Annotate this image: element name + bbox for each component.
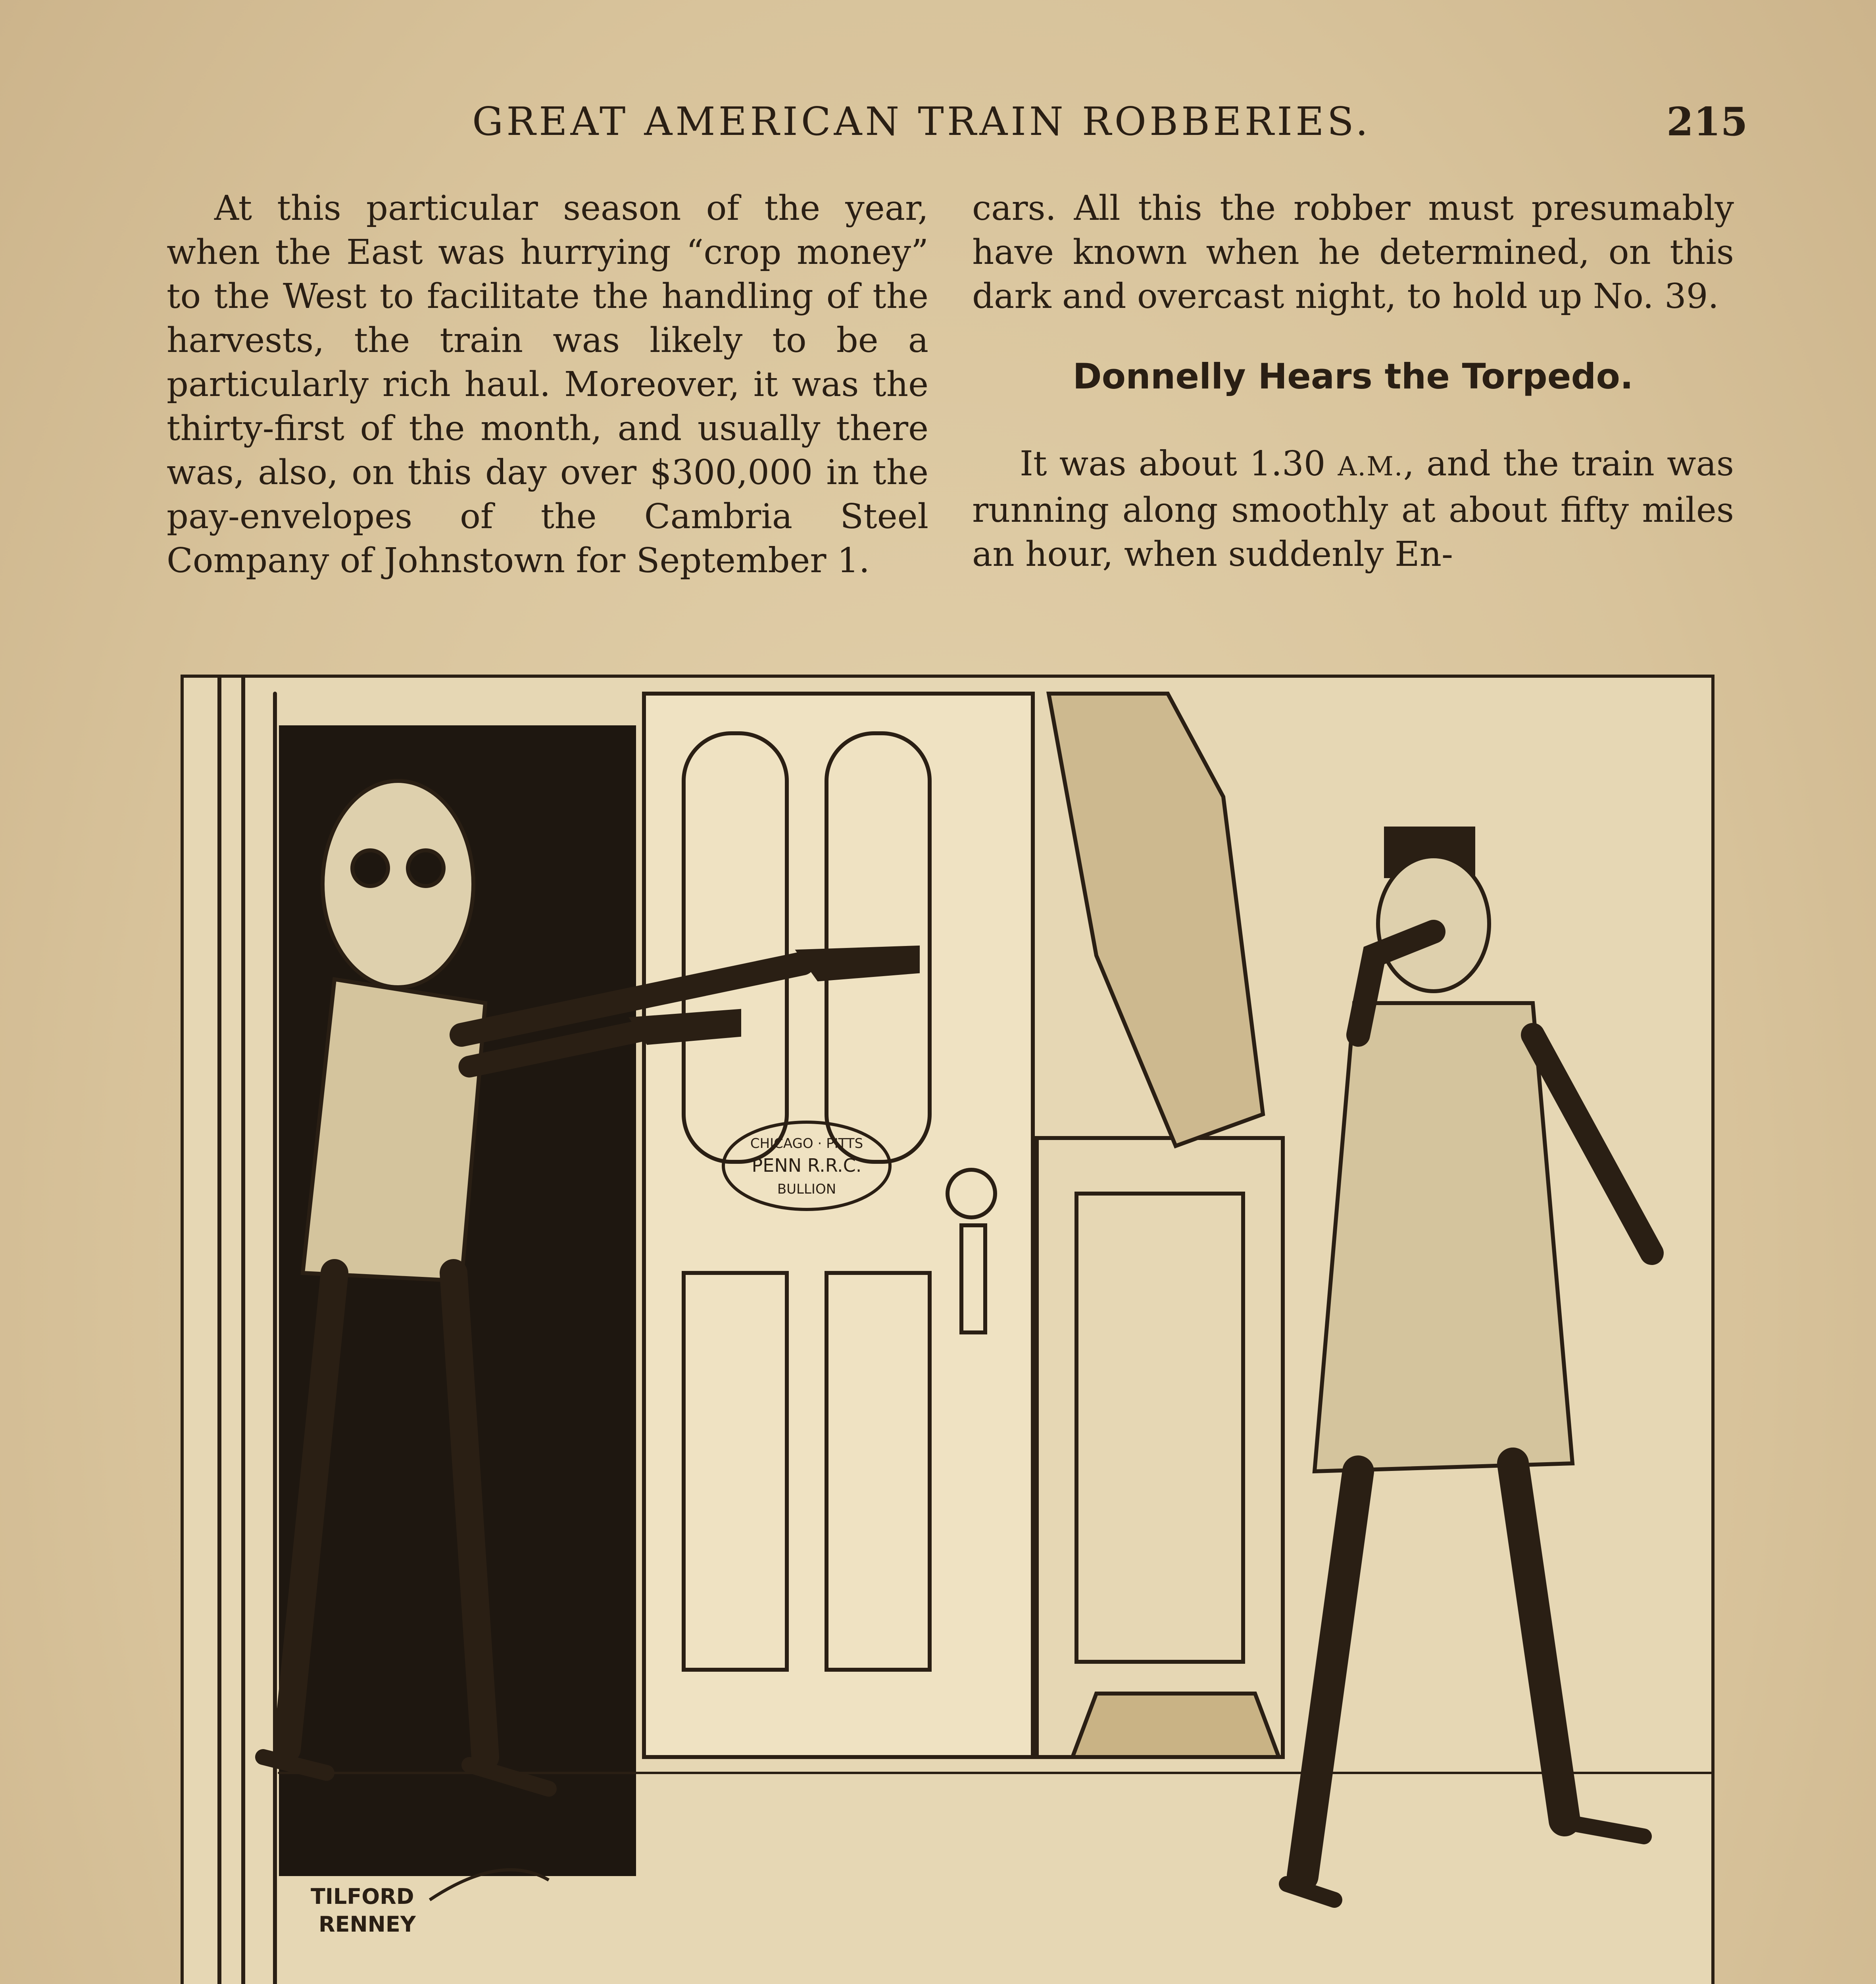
- door-plate-line: CHICAGO · PITTS: [750, 1136, 863, 1152]
- text-run: , and the train was running along smoothly at about fifty miles an hour, when suddenly En-: [972, 444, 1734, 574]
- hanging-coat: [1049, 694, 1263, 1146]
- door-plate-line: BULLION: [777, 1181, 836, 1197]
- running-head: GREAT AMERICAN TRAIN ROBBERIES.: [472, 99, 1371, 144]
- cabinet-panel: [1076, 1194, 1243, 1662]
- paragraph: At this particular season of the year, when the East was hurrying “crop money” to the West to facilitate the handling of the harvests, the train was likely to be a particularly rich haul. Moreover, it was the thirty-first of the month, and usually there was, also, on this day over $300,000 in the pay-envelopes of the Cambria Steel Company of Johnstown for September 1.: [167, 188, 928, 581]
- text-column-top-left: [167, 186, 928, 643]
- text-run: It was about 1.30: [1020, 444, 1338, 484]
- pistol-left: [632, 1011, 739, 1043]
- signature-line: RENNEY: [319, 1912, 416, 1937]
- artist-signature: [311, 1870, 549, 1937]
- section-subheading: Donnelly Hears the Torpedo.: [1073, 356, 1634, 397]
- satchel: [1073, 1694, 1279, 1757]
- text-column-top-right: [972, 186, 1734, 643]
- paragraph: [972, 442, 1734, 577]
- page-number: 215: [1666, 99, 1748, 145]
- paragraph: cars. All this the robber must presumably have known when he determined, on this dark and overcast night, to hold up No. 39.: [972, 188, 1734, 316]
- cabinet: [1037, 1138, 1283, 1757]
- pistol-right: [799, 948, 918, 979]
- messenger-figure: [1287, 829, 1652, 1900]
- time-abbreviation: A.M.: [1338, 451, 1403, 482]
- illustration: [181, 675, 1715, 1984]
- door-frame-left: [219, 678, 275, 1984]
- door-plate-line: PENN R.R.C.: [752, 1155, 862, 1176]
- illustration-drawing: [184, 678, 1711, 1984]
- signature-line: TILFORD: [311, 1884, 414, 1909]
